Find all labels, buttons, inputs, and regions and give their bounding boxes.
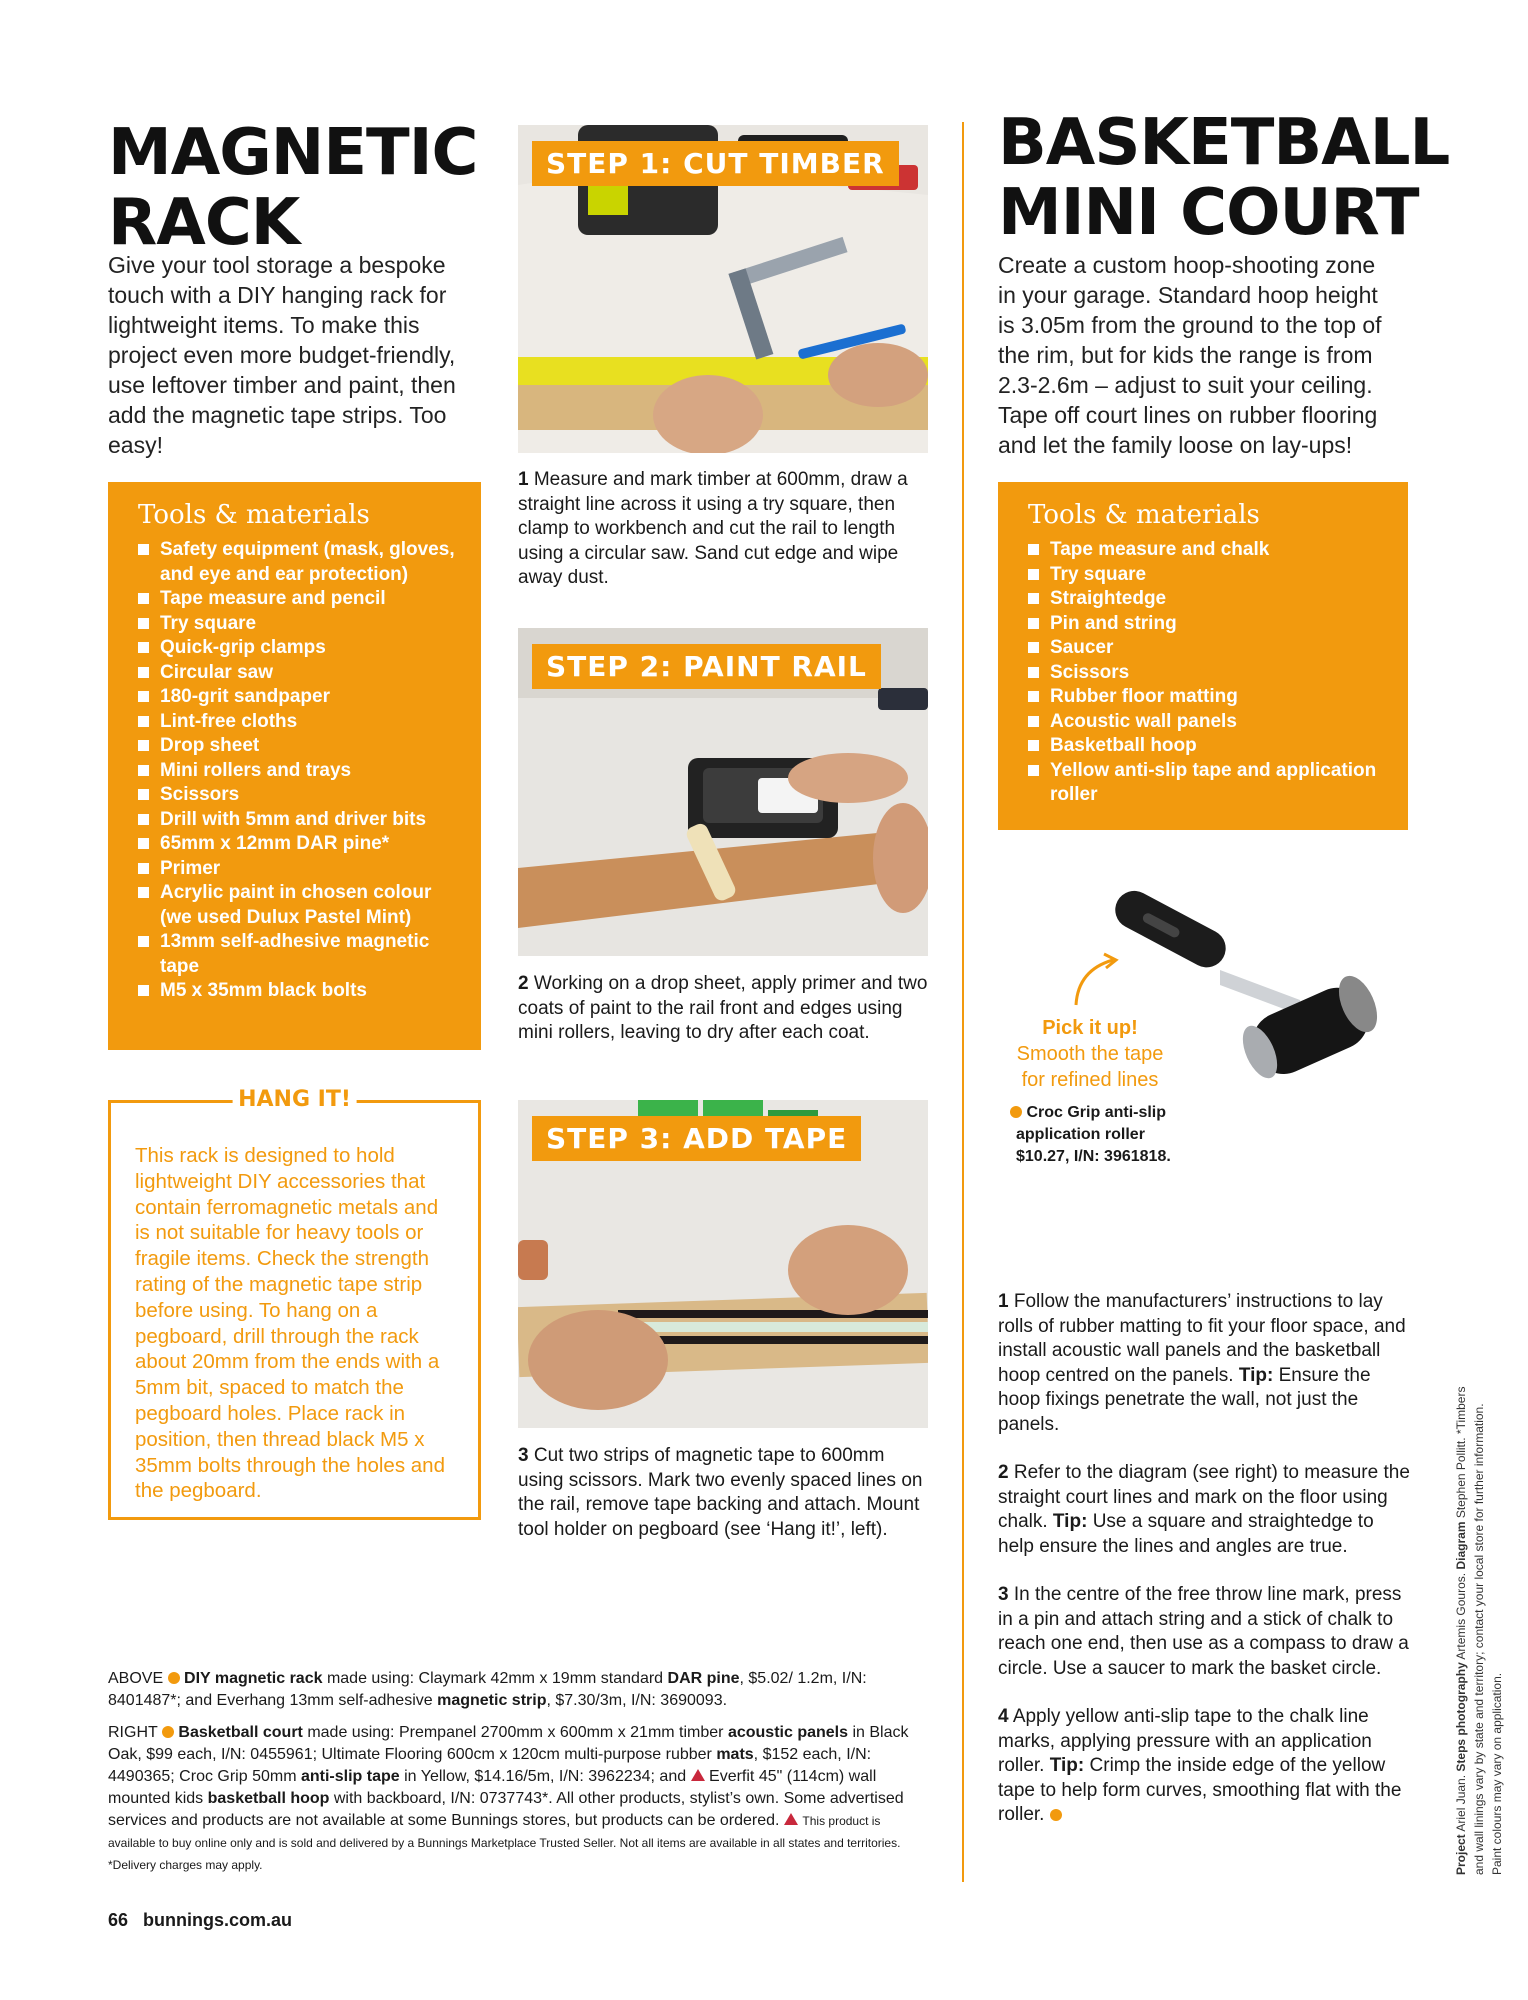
- tools-item: Acrylic paint in chosen colour (we used Dulux Pastel Mint): [138, 881, 461, 930]
- bullet-dot-icon: [162, 1726, 174, 1738]
- tools-item: Tape measure and chalk: [1028, 538, 1388, 563]
- step3-text: [518, 1444, 928, 1542]
- basketball-steps: [998, 1290, 1413, 1828]
- step2-photo: [518, 628, 928, 956]
- tools-item: Yellow anti-slip tape and application roller: [1028, 759, 1388, 808]
- tools-item: Drill with 5mm and driver bits: [138, 808, 461, 833]
- credit-small-note: This product is available to buy online only and is sold and delivered by a Bunnings Marketplace Trusted Seller. Not all items are available in all states and territories. *Delivery charges may apply.: [108, 1814, 901, 1872]
- pick-arrow-icon: [1068, 950, 1128, 1010]
- step-body: Follow the manufacturers’ instructions to lay rolls of rubber matting to fit your floor space, and install acoustic wall panels and the basketball hoop centred on the panels.: [998, 1291, 1406, 1386]
- tools-item: 180-grit sandpaper: [138, 685, 461, 710]
- pick-it-up-callout: [1000, 1015, 1180, 1093]
- credit-text: with backboard, I/N: 0737743*. All other products, stylist’s own. Some advertised services and products are not available at some Bunnings stores, but products can be ordered.: [108, 1790, 904, 1829]
- tip-text: Use a square and straightedge to help ensure the lines and angles are true.: [998, 1511, 1374, 1557]
- tools-item: Drop sheet: [138, 734, 461, 759]
- step-number: 2: [518, 973, 529, 994]
- step3-label: STEP 3: ADD TAPE: [532, 1116, 861, 1161]
- step-body: Refer to the diagram (see right) to measure the straight court lines and mark on the floor using chalk.: [998, 1462, 1410, 1532]
- photo-credits-vertical: [1452, 1375, 1506, 1875]
- tools-item: Scissors: [138, 783, 461, 808]
- magnetic-rack-title: [108, 118, 488, 258]
- side-credit-label: Project: [1454, 1834, 1468, 1875]
- magnetic-rack-tools-box: [108, 482, 481, 1050]
- tools-item: Acoustic wall panels: [1028, 710, 1388, 735]
- tools-item: Straightedge: [1028, 587, 1388, 612]
- tip-label: Tip:: [1052, 1511, 1088, 1532]
- credit-label: ABOVE: [108, 1670, 164, 1687]
- credit-text: , $7.30/3m, I/N: 3690093.: [546, 1692, 728, 1709]
- pick-line: Smooth the tape: [1016, 1043, 1164, 1065]
- tools-item: Rubber floor matting: [1028, 685, 1388, 710]
- credit-text: made using: Prempanel 2700mm x 600mm x 21mm timber: [307, 1724, 724, 1741]
- pick-line: for refined lines: [1021, 1069, 1159, 1091]
- credit-above: [108, 1668, 926, 1712]
- step-number: 3: [518, 1445, 529, 1466]
- marketplace-warning-icon: [784, 1813, 798, 1825]
- credit-text: , $152 each, I/N: 4490365; Croc Grip 50mm: [108, 1746, 872, 1785]
- tools-item: Primer: [138, 857, 461, 882]
- credit-bold: magnetic strip: [437, 1692, 547, 1709]
- credit-bold: basketball hoop: [207, 1790, 330, 1807]
- basketball-court-title: [998, 108, 1458, 248]
- tools-item: Safety equipment (mask, gloves, and eye and ear protection): [138, 538, 461, 587]
- tools-heading: Tools & materials: [138, 500, 370, 530]
- bullet-dot-icon: [168, 1672, 180, 1684]
- tools-list: [1028, 538, 1388, 808]
- credit-text: Everfit 45" (114cm) wall mounted kids: [108, 1768, 877, 1807]
- basketball-court-intro: Create a custom hoop-shooting zone in your garage. Standard hoop height is 3.05m from the ground to the top of the rim, but for kids the range is from 2.3-2.6m – adjust to suit your ceiling. Tape off court lines on rubber flooring and let the family loose on lay-ups!: [998, 252, 1382, 458]
- tools-item: 13mm self-adhesive magnetic tape: [138, 930, 461, 979]
- step1-text: [518, 468, 928, 591]
- footer-site-link[interactable]: bunnings.com.au: [143, 1910, 293, 1930]
- tools-item: Pin and string: [1028, 612, 1388, 637]
- hang-it-box: [108, 1087, 481, 1520]
- step-number: 1: [998, 1291, 1009, 1312]
- credit-bold: mats: [716, 1746, 754, 1763]
- tip-label: Tip:: [1049, 1755, 1085, 1776]
- title-line: RACK: [108, 186, 300, 260]
- tools-item: M5 x 35mm black bolts: [138, 979, 461, 1004]
- tools-heading: Tools & materials: [1028, 500, 1260, 530]
- step-number: 3: [998, 1584, 1009, 1605]
- page-footer: [108, 1910, 292, 1931]
- step-number: 4: [998, 1706, 1009, 1727]
- tip-label: Tip:: [1238, 1364, 1274, 1386]
- credit-bold: acoustic panels: [727, 1724, 848, 1741]
- court-step: [998, 1583, 1413, 1681]
- side-credit-text: Stephen Pollitt.: [1454, 1437, 1468, 1519]
- court-step: [998, 1290, 1413, 1437]
- credit-bold: Basketball court: [178, 1724, 303, 1741]
- tools-item: Mini rollers and trays: [138, 759, 461, 784]
- credit-bold: DAR pine: [667, 1670, 740, 1687]
- side-credit-text: Ariel Juan.: [1454, 1774, 1468, 1832]
- credit-text: , $5.02/ 1.2m, I/N: 8401487*; and Everhang 13mm self-adhesive: [108, 1670, 867, 1709]
- bullet-dot-icon: [1010, 1106, 1022, 1118]
- magnetic-rack-intro: Give your tool storage a bespoke touch with a DIY hanging rack for lightweight items. To make this project even more budget-friendly, use leftover timber and paint, then add the magnetic tape strips. Too easy!: [108, 252, 456, 458]
- product-credits: [108, 1668, 926, 1876]
- tools-item: Circular saw: [138, 661, 461, 686]
- side-credit-text: Artemis Gouros.: [1454, 1572, 1468, 1660]
- title-line: MINI COURT: [998, 176, 1419, 250]
- tools-item: Tape measure and pencil: [138, 587, 461, 612]
- tools-item: Lint-free cloths: [138, 710, 461, 735]
- tip-text: Ensure the hoop fixings penetrate the wall, not just the panels.: [998, 1364, 1371, 1435]
- tools-item: Try square: [138, 612, 461, 637]
- step-body: Cut two strips of magnetic tape to 600mm using scissors. Mark two evenly spaced lines on the rail, remove tape backing and attach. Mount tool holder on pegboard (see ‘Hang it!’, left).: [518, 1445, 923, 1540]
- tools-list: [138, 538, 461, 1004]
- marketplace-warning-icon: [691, 1769, 705, 1781]
- step1-photo: [518, 125, 928, 453]
- credit-bold: DIY magnetic rack: [184, 1670, 323, 1687]
- step3-photo: [518, 1100, 928, 1428]
- credit-label: RIGHT: [108, 1724, 158, 1741]
- credit-text: in Black Oak, $99 each, I/N: 0455961; Ultimate Flooring 600cm x 120cm multi-purpose rubber: [108, 1724, 909, 1763]
- step2-label: STEP 2: PAINT RAIL: [532, 644, 881, 689]
- credit-text: in Yellow, $14.16/5m, I/N: 3962234; and: [404, 1768, 687, 1785]
- tools-item: Saucer: [1028, 636, 1388, 661]
- roller-product-caption: [1010, 1102, 1210, 1168]
- hang-it-text: This rack is designed to hold lightweight DIY accessories that contain ferromagnetic metals and is not suitable for heavy tools or fragile items. Check the strength rating of the magnetic tape strip before using. To hang on a pegboard, drill through the rack about 20mm from the ends with a 5mm bit, spaced to match the pegboard holes. Place rack in position, then thread black M5 x 35mm bolts through the holes and the pegboard.: [135, 1144, 445, 1503]
- tip-text: Crimp the inside edge of the yellow tape to help form curves, smoothing flat with the roller.: [998, 1755, 1402, 1825]
- step1-label: STEP 1: CUT TIMBER: [532, 141, 899, 186]
- tools-item: Scissors: [1028, 661, 1388, 686]
- page-number: 66: [108, 1910, 129, 1930]
- tools-item: Quick-grip clamps: [138, 636, 461, 661]
- credit-bold: anti-slip tape: [300, 1768, 400, 1785]
- product-line: application roller: [1016, 1126, 1145, 1143]
- court-step: [998, 1705, 1413, 1828]
- step-body: Measure and mark timber at 600mm, draw a straight line across it using a try square, then clamp to workbench and cut the rail to length using a circular saw. Sand cut edge and wipe away dust.: [518, 469, 908, 588]
- side-credit-label: Steps photography: [1454, 1662, 1468, 1772]
- court-step: [998, 1461, 1413, 1559]
- pick-title: Pick it up!: [1042, 1017, 1138, 1039]
- step-body: Working on a drop sheet, apply primer and two coats of paint to the rail front and edges using mini rollers, leaving to dry after each coat.: [518, 973, 928, 1043]
- side-credit-label: Diagram: [1454, 1521, 1468, 1570]
- side-credit-text: *Timbers and wall linings vary by state and territory; contact your local store for further information. Paint colours may vary on application.: [1454, 1386, 1504, 1875]
- step-body: In the centre of the free throw line mark, press in a pin and attach string and a stick of chalk to reach one end, then use as a compass to draw a circle. Use a saucer to mark the basket circle.: [998, 1584, 1409, 1679]
- column-divider: [962, 122, 964, 1882]
- tools-item: Try square: [1028, 563, 1388, 588]
- tools-item: 65mm x 12mm DAR pine*: [138, 832, 461, 857]
- product-line: $10.27, I/N: 3961818.: [1016, 1148, 1171, 1165]
- tools-item: Basketball hoop: [1028, 734, 1388, 759]
- step-number: 1: [518, 469, 529, 490]
- title-line: MAGNETIC: [108, 116, 478, 190]
- step-body: Apply yellow anti-slip tape to the chalk line marks, applying pressure with an application roller.: [998, 1706, 1372, 1776]
- hang-it-title: HANG IT!: [232, 1087, 357, 1112]
- basketball-tools-box: [998, 482, 1408, 830]
- product-line: Croc Grip anti-slip: [1026, 1104, 1167, 1121]
- step2-text: [518, 972, 928, 1046]
- credit-text: made using: Claymark 42mm x 19mm standard: [326, 1670, 664, 1687]
- step-number: 2: [998, 1462, 1009, 1483]
- credit-right: [108, 1722, 926, 1876]
- title-line: BASKETBALL: [998, 106, 1450, 180]
- end-dot-icon: [1050, 1809, 1062, 1821]
